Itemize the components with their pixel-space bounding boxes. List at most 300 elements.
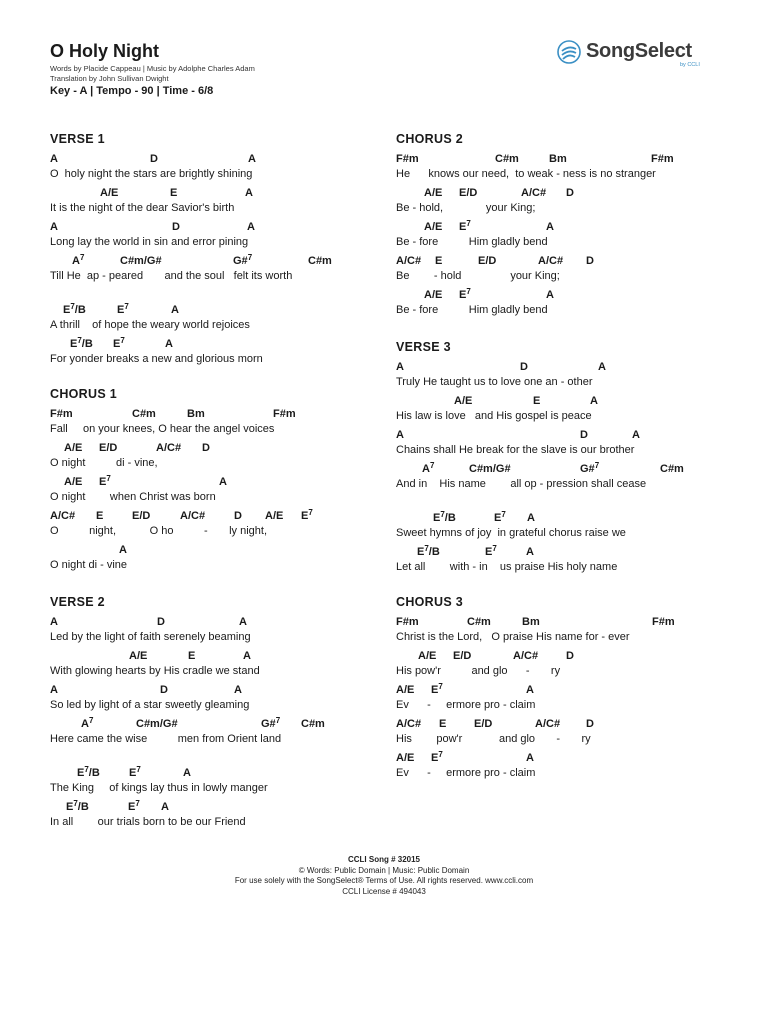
chord-extension: 7 [120, 336, 125, 345]
chord [234, 684, 242, 696]
chord-root: A [526, 684, 534, 696]
chord-root: D [157, 616, 165, 628]
lyric-line [396, 616, 726, 650]
chord [77, 767, 100, 779]
lyric-text: Chains shall He break for the slave is our brother [396, 444, 635, 456]
lyric-line [396, 429, 726, 463]
chord [586, 718, 594, 730]
translation-credits: Translation by John Sullivan Dwight [50, 74, 169, 83]
chord [526, 546, 534, 558]
chord [96, 510, 103, 522]
chord-root: Bm [187, 408, 205, 420]
lyric-text: Ev - ermore pro - claim [396, 699, 536, 711]
chord [538, 255, 563, 267]
chord [431, 752, 443, 764]
lyric-text: O night, O ho - ly night, [50, 525, 268, 537]
chord [234, 510, 242, 522]
chord [81, 718, 93, 730]
chord [396, 153, 419, 165]
chord [396, 752, 414, 764]
chord-root: C#m [660, 463, 684, 475]
chord [522, 616, 540, 628]
chord [590, 395, 598, 407]
section-verse-2 [50, 595, 380, 835]
chord-root: D [586, 718, 594, 730]
chord-extension: 7 [440, 510, 445, 519]
song-meta: Key - A | Tempo - 90 | Time - 6/8 [50, 85, 214, 97]
chord-bass: /B [81, 338, 93, 350]
chord-extension: 7 [124, 302, 129, 311]
chord-root: E/D [474, 718, 493, 730]
chord-root: A/E [424, 221, 443, 233]
chord-root: D [586, 255, 594, 267]
chord-root: E [96, 510, 104, 522]
chord [50, 616, 58, 628]
chord-root: A/E [396, 752, 415, 764]
chord [433, 512, 456, 524]
chord-root: E [417, 546, 425, 558]
chord [132, 510, 150, 522]
chord-root: E [485, 546, 493, 558]
chord-extension: 7 [247, 253, 253, 262]
chord [233, 255, 252, 267]
chord-extension: 7 [594, 461, 600, 470]
chord [586, 255, 594, 267]
chord [546, 289, 554, 301]
chord [301, 718, 325, 730]
chord [188, 650, 195, 662]
chord [632, 429, 640, 441]
chord-root: E [433, 512, 441, 524]
section-title: CHORUS 2 [396, 132, 463, 146]
chord-root: E [494, 512, 502, 524]
chord [549, 153, 567, 165]
songselect-logo-icon [557, 40, 581, 64]
chord-root: G# [580, 463, 595, 475]
chord-root: A/E [129, 650, 148, 662]
chord [521, 187, 546, 199]
chord-extension: 7 [136, 765, 141, 774]
chord-root: A/C# [538, 255, 564, 267]
chord [396, 361, 404, 373]
lyric-line [50, 616, 380, 650]
chord-root: G# [233, 255, 248, 267]
chord [136, 718, 178, 730]
lyric-line [50, 221, 380, 255]
chord-root: A [396, 361, 404, 373]
chord-root: E [459, 221, 467, 233]
chord-extension: 7 [79, 253, 85, 262]
chord [533, 395, 540, 407]
chord-root: A [239, 616, 247, 628]
lyric-text: So led by light of a star sweetly gleaming [50, 699, 250, 711]
chord-root: E [439, 718, 447, 730]
chord [187, 408, 205, 420]
chord-root: D [202, 442, 210, 454]
chord-root: D [172, 221, 180, 233]
chord-root: A [183, 767, 191, 779]
section-chorus-1 [50, 387, 380, 578]
chord [63, 304, 86, 316]
lyric-text: His law is love and His gospel is peace [396, 410, 592, 422]
chord-root: E [431, 684, 439, 696]
chord [474, 718, 492, 730]
chord [396, 255, 421, 267]
chord-root: E [533, 395, 541, 407]
lyric-text: With glowing hearts by His cradle we stand [50, 665, 260, 677]
chord-bass: /B [428, 546, 440, 558]
chord [99, 476, 111, 488]
chord-extension: 7 [466, 287, 471, 296]
lyric-text: He knows our need, to weak - ness is no stranger [396, 168, 656, 180]
chord-root: A [527, 512, 535, 524]
chord-root: A [632, 429, 640, 441]
lyric-line [50, 153, 380, 187]
chord-bass: /B [88, 767, 100, 779]
lyric-line [396, 221, 726, 255]
chord-root: A [396, 429, 404, 441]
chord-root: A [119, 544, 127, 556]
lyric-text: Be - hold, your King; [396, 202, 536, 214]
chord [64, 476, 82, 488]
chord [418, 650, 436, 662]
chord [580, 463, 599, 475]
chord-root: E [117, 304, 125, 316]
chord-root: C#m [495, 153, 519, 165]
lyric-line [50, 510, 380, 544]
chord-root: D [580, 429, 588, 441]
chord [535, 718, 560, 730]
chord [100, 187, 118, 199]
chord-extension: 7 [88, 716, 94, 725]
chord-root: E [170, 187, 178, 199]
chord [239, 616, 247, 628]
chord [396, 616, 419, 628]
lyric-line [50, 718, 380, 752]
chord [129, 767, 141, 779]
chord [172, 221, 180, 233]
chord-root: A [50, 684, 58, 696]
section-title: VERSE 2 [50, 595, 105, 609]
terms-notice: For use solely with the SongSelect® Terms of Use. All rights reserved. www.ccli.com [234, 876, 534, 885]
chord-root: Bm [549, 153, 567, 165]
chord-root: E/D [99, 442, 118, 454]
lyric-line [396, 650, 726, 684]
chord-extension: 7 [308, 508, 313, 517]
chord-root: D [160, 684, 168, 696]
lyric-text: Truly He taught us to love one an - other [396, 376, 593, 388]
lyric-line [50, 442, 380, 476]
chord-root: A/E [454, 395, 473, 407]
lyric-text: O night di - vine, [50, 457, 158, 469]
chord [265, 510, 283, 522]
lyric-line [396, 187, 726, 221]
chord-root: F#m [50, 408, 73, 420]
lyric-line [50, 187, 380, 221]
chord [261, 718, 280, 730]
chord-root: Bm [522, 616, 540, 628]
chord-root: A/E [396, 684, 415, 696]
chord-root: E [459, 289, 467, 301]
chord-root: A/E [424, 289, 443, 301]
lyric-line [50, 767, 380, 801]
chord-root: A [50, 221, 58, 233]
chord-root: F#m [651, 153, 674, 165]
chord [513, 650, 538, 662]
lyric-text: Be - fore Him gladly bend [396, 236, 548, 248]
chord-extension: 7 [438, 682, 443, 691]
chord [660, 463, 684, 475]
chord-root: F#m [396, 153, 419, 165]
chord [128, 801, 140, 813]
chord-root: A/C# [396, 718, 422, 730]
lyric-line [396, 255, 726, 289]
chord-root: A [590, 395, 598, 407]
chord-root: A [422, 463, 430, 475]
ccli-song-number: CCLI Song # 32015 [347, 855, 421, 864]
lyric-line [50, 684, 380, 718]
chord-root: C#m/G# [136, 718, 178, 730]
songselect-logo [557, 40, 717, 74]
chord-root: E [301, 510, 309, 522]
lyric-text: For yonder breaks a new and glorious morn [50, 353, 263, 365]
chord-root: A/C# [513, 650, 539, 662]
chord [495, 153, 519, 165]
chord-root: D [566, 650, 574, 662]
chord [119, 544, 127, 556]
chord-root: A/E [418, 650, 437, 662]
chord-root: A/C# [50, 510, 76, 522]
chord-root: A/E [265, 510, 284, 522]
chord-root: E/D [459, 187, 478, 199]
lyric-text: Christ is the Lord, O praise His name for - ever [396, 631, 630, 643]
chord-root: A/E [64, 476, 83, 488]
chord [546, 221, 554, 233]
chord [431, 684, 443, 696]
lyric-line [396, 752, 726, 786]
chord-root: E [431, 752, 439, 764]
chord [651, 153, 674, 165]
chord-extension: 7 [106, 474, 111, 483]
chord-root: C#m/G# [469, 463, 511, 475]
lyric-line [396, 684, 726, 718]
chord [243, 650, 251, 662]
chord-root: E/D [478, 255, 497, 267]
chord-root: A/C# [521, 187, 547, 199]
chord-root: E [129, 767, 137, 779]
chord-root: A/E [100, 187, 119, 199]
chord [117, 304, 129, 316]
chord [494, 512, 506, 524]
chord-root: A [247, 221, 255, 233]
chord-extension: 7 [73, 799, 78, 808]
chord-root: F#m [652, 616, 675, 628]
chord-root: E [188, 650, 196, 662]
chord [459, 289, 471, 301]
chord [520, 361, 528, 373]
lyric-line [50, 338, 380, 372]
chord [50, 408, 73, 420]
lyric-text: O night when Christ was born [50, 491, 216, 503]
lyric-text: His pow'r and glo - ry [396, 665, 561, 677]
chord-root: A [546, 289, 554, 301]
section-verse-1 [50, 132, 380, 372]
chord [180, 510, 205, 522]
chord [150, 153, 158, 165]
section-verse-3 [396, 340, 726, 580]
lyric-line [50, 304, 380, 338]
by-ccli-text: by CCLI [680, 62, 700, 68]
chord [526, 684, 534, 696]
lyric-text: The King of kings lay thus in lowly manger [50, 782, 268, 794]
author-credits: Words by Placide Cappeau | Music by Adolphe Charles Adam [50, 64, 255, 73]
chord-bass: /B [74, 304, 86, 316]
chord-root: F#m [273, 408, 296, 420]
lyric-line [50, 650, 380, 684]
chord [113, 338, 125, 350]
chord-extension: 7 [275, 716, 281, 725]
chord-root: A [546, 221, 554, 233]
chord [64, 442, 82, 454]
chord [66, 801, 89, 813]
ccli-license: CCLI License # 494043 [342, 886, 426, 896]
chord [273, 408, 296, 420]
chord [396, 718, 421, 730]
chord [301, 510, 313, 522]
chord [566, 187, 574, 199]
chord-root: A [245, 187, 253, 199]
lyric-text: Till He ap - peared and the soul felt its worth [50, 270, 293, 282]
chord-root: C#m [132, 408, 156, 420]
chord-root: D [520, 361, 528, 373]
chord [422, 463, 434, 475]
lyric-text: Fall on your knees, O hear the angel voices [50, 423, 275, 435]
chord [459, 221, 471, 233]
lyric-line [50, 801, 380, 835]
chord-root: C#m [308, 255, 332, 267]
chord [219, 476, 227, 488]
chord-root: A [243, 650, 251, 662]
chord-root: A [171, 304, 179, 316]
lyric-line [396, 463, 726, 497]
lyric-line [396, 395, 726, 429]
lyric-line [50, 476, 380, 510]
songselect-logo-text: SongSelect [586, 40, 692, 62]
lyric-line [396, 546, 726, 580]
chord [580, 429, 588, 441]
chord-root: E [63, 304, 71, 316]
lyric-text: A thrill of hope the weary world rejoices [50, 319, 250, 331]
chord-root: G# [261, 718, 276, 730]
chord-root: A [50, 616, 58, 628]
chord-root: A [248, 153, 256, 165]
chord [454, 395, 472, 407]
chord [132, 408, 156, 420]
chord-root: E/D [132, 510, 151, 522]
chord [424, 221, 442, 233]
chord-root: E/D [453, 650, 472, 662]
chord-extension: 7 [501, 510, 506, 519]
chord-root: C#m/G# [120, 255, 162, 267]
chord [396, 429, 404, 441]
chord [129, 650, 147, 662]
chord-extension: 7 [135, 799, 140, 808]
chord-extension: 7 [84, 765, 89, 774]
ccli-footer [0, 855, 768, 897]
chord [50, 684, 58, 696]
chord-extension: 7 [492, 544, 497, 553]
chord-root: A [234, 684, 242, 696]
chord-root: C#m [467, 616, 491, 628]
chord [566, 650, 574, 662]
chord [72, 255, 84, 267]
chord [435, 255, 442, 267]
chord [247, 221, 255, 233]
chord [157, 616, 165, 628]
chord-root: E [77, 767, 85, 779]
song-title: O Holy Night [50, 41, 159, 61]
chord-root: F#m [396, 616, 419, 628]
chord-root: A/E [64, 442, 83, 454]
lyric-line [50, 544, 380, 578]
lyric-text: O night di - vine [50, 559, 128, 571]
lyric-text: His pow'r and glo - ry [396, 733, 591, 745]
chord-root: A [165, 338, 173, 350]
lyric-line [396, 512, 726, 546]
lyric-text: Here came the wise men from Orient land [50, 733, 282, 745]
section-title: VERSE 1 [50, 132, 105, 146]
lyric-line [396, 718, 726, 752]
chord-extension: 7 [77, 336, 82, 345]
chord-root: A/C# [396, 255, 422, 267]
chord [453, 650, 471, 662]
chord-root: E [70, 338, 78, 350]
chord [183, 767, 191, 779]
chord [424, 289, 442, 301]
chord-root: A [72, 255, 80, 267]
chord-extension: 7 [424, 544, 429, 553]
chord [120, 255, 162, 267]
lyric-text: Be - hold your King; [396, 270, 560, 282]
section-title: VERSE 3 [396, 340, 451, 354]
lyric-line [396, 361, 726, 395]
chord [50, 221, 58, 233]
chord-root: A [219, 476, 227, 488]
chord-root: A [161, 801, 169, 813]
chord-root: A [598, 361, 606, 373]
chord [161, 801, 169, 813]
chord [478, 255, 496, 267]
lyric-text: It is the night of the dear Savior's birth [50, 202, 235, 214]
chord-root: A [526, 752, 534, 764]
chord-root: E [113, 338, 121, 350]
lyric-line [396, 153, 726, 187]
chord [171, 304, 179, 316]
chord-extension: 7 [70, 302, 75, 311]
chord-root: E [99, 476, 107, 488]
chord [485, 546, 497, 558]
chord-root: A/C# [156, 442, 182, 454]
lyric-text: Let all with - in us praise His holy name [396, 561, 618, 573]
chord [50, 510, 75, 522]
lyric-text: O holy night the stars are brightly shining [50, 168, 253, 180]
chord [248, 153, 256, 165]
chord [424, 187, 442, 199]
chord [156, 442, 181, 454]
chord [170, 187, 177, 199]
chord [396, 684, 414, 696]
chord [202, 442, 210, 454]
